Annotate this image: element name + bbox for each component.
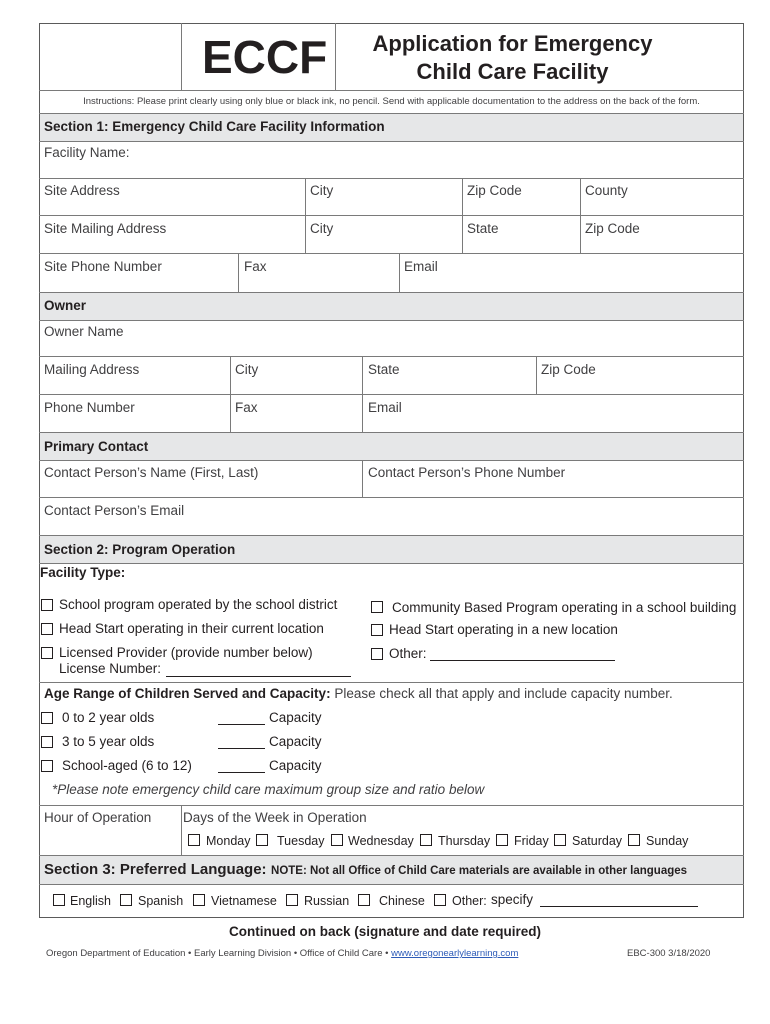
- checkbox-thursday[interactable]: [420, 834, 432, 846]
- checkbox-saturday[interactable]: [554, 834, 566, 846]
- form-title-line1: Application for Emergency: [372, 31, 653, 56]
- day-friday: Friday: [514, 834, 549, 848]
- site-address-field[interactable]: Site Address: [44, 183, 120, 198]
- mailing-zip-field[interactable]: Zip Code: [585, 221, 640, 236]
- form-acronym: ECCF: [202, 31, 328, 83]
- divider: [39, 178, 744, 179]
- option-head-start-current: Head Start operating in their current location: [59, 621, 324, 636]
- hour-of-operation-field[interactable]: Hour of Operation: [44, 810, 152, 825]
- divider: [39, 884, 744, 885]
- owner-mailing-address-field[interactable]: Mailing Address: [44, 362, 140, 377]
- day-sunday: Sunday: [646, 834, 689, 848]
- option-licensed-provider: Licensed Provider (provide number below): [59, 645, 313, 660]
- section3-note: NOTE: Not all Office of Child Care materials are available in other languages: [271, 865, 688, 877]
- capacity-label: Capacity: [269, 758, 322, 773]
- checkbox-chinese[interactable]: [358, 894, 370, 906]
- age-school-label: School-aged (6 to 12): [62, 758, 192, 773]
- language-russian: Russian: [304, 894, 350, 908]
- divider: [39, 356, 744, 357]
- site-fax-field[interactable]: Fax: [244, 259, 267, 274]
- header-divider-right: [335, 23, 336, 90]
- checkbox-community-program[interactable]: [371, 601, 383, 613]
- owner-band: [40, 293, 743, 320]
- license-number-input[interactable]: [166, 676, 351, 677]
- checkbox-age-school[interactable]: [41, 760, 53, 772]
- language-chinese: Chinese: [379, 894, 425, 908]
- day-saturday: Saturday: [572, 834, 623, 848]
- owner-phone-field[interactable]: Phone Number: [44, 400, 135, 415]
- form-id: EBC-300 3/18/2020: [627, 948, 711, 959]
- form-title-line2: Child Care Facility: [416, 59, 609, 84]
- age-range-title: Age Range of Children Served and Capacity:: [44, 686, 331, 701]
- owner-state-field[interactable]: State: [368, 362, 400, 377]
- other-language-input[interactable]: [540, 906, 698, 907]
- checkbox-head-start-current[interactable]: [41, 623, 53, 635]
- day-wednesday: Wednesday: [348, 834, 414, 848]
- checkbox-licensed-provider[interactable]: [41, 647, 53, 659]
- footer-org: [46, 948, 518, 959]
- checkbox-monday[interactable]: [188, 834, 200, 846]
- language-other: Other:: [452, 894, 487, 908]
- age-range-instructions: Please check all that apply and include capacity number.: [330, 686, 673, 701]
- language-specify-label: specify: [491, 892, 534, 907]
- option-other-type: Other:: [389, 646, 427, 661]
- checkbox-russian[interactable]: [286, 894, 298, 906]
- continued-note: Continued on back (signature and date required): [228, 924, 542, 939]
- primary-contact-title: Primary Contact: [44, 439, 149, 454]
- capacity-school-input[interactable]: [218, 772, 265, 773]
- contact-email-field[interactable]: Contact Person’s Email: [44, 503, 185, 518]
- divider: [399, 253, 400, 292]
- checkbox-head-start-new[interactable]: [371, 624, 383, 636]
- section2-title: Section 2: Program Operation: [44, 542, 236, 557]
- day-tuesday: Tuesday: [277, 834, 325, 848]
- checkbox-other-type[interactable]: [371, 648, 383, 660]
- owner-name-field[interactable]: Owner Name: [44, 324, 124, 339]
- capacity-label: Capacity: [269, 734, 322, 749]
- divider: [536, 356, 537, 394]
- site-county-field[interactable]: County: [585, 183, 628, 198]
- footer-website-link[interactable]: www.oregonearlylearning.com: [391, 948, 519, 959]
- facility-name-field[interactable]: Facility Name:: [44, 145, 130, 160]
- section1-title: Section 1: Emergency Child Care Facility Information: [44, 119, 385, 134]
- contact-phone-field[interactable]: Contact Person’s Phone Number: [368, 465, 566, 480]
- checkbox-vietnamese[interactable]: [193, 894, 205, 906]
- divider: [238, 253, 239, 292]
- section3-title: Section 3: Preferred Language:: [44, 861, 267, 878]
- language-spanish: Spanish: [138, 894, 184, 908]
- checkbox-other-language[interactable]: [434, 894, 446, 906]
- checkbox-spanish[interactable]: [120, 894, 132, 906]
- divider: [39, 563, 744, 564]
- site-city-field[interactable]: City: [310, 183, 334, 198]
- option-head-start-new: Head Start operating in a new location: [389, 622, 618, 637]
- license-number-label: License Number:: [59, 661, 162, 676]
- owner-city-field[interactable]: City: [235, 362, 259, 377]
- owner-fax-field[interactable]: Fax: [235, 400, 258, 415]
- checkbox-school-program[interactable]: [41, 599, 53, 611]
- capacity-label: Capacity: [269, 710, 322, 725]
- divider: [39, 215, 744, 216]
- checkbox-age-3-5[interactable]: [41, 736, 53, 748]
- footer-org-text: Oregon Department of Education • Early Learning Division • Office of Child Care •: [46, 948, 392, 959]
- day-monday: Monday: [206, 834, 251, 848]
- owner-email-field[interactable]: Email: [368, 400, 402, 415]
- age-3-5-label: 3 to 5 year olds: [62, 734, 155, 749]
- capacity-3-5-input[interactable]: [218, 748, 265, 749]
- checkbox-english[interactable]: [53, 894, 65, 906]
- section3-heading: [44, 861, 687, 879]
- capacity-0-2-input[interactable]: [218, 724, 265, 725]
- divider: [39, 141, 744, 142]
- divider: [39, 394, 744, 395]
- language-english: English: [70, 894, 111, 908]
- divider: [39, 320, 744, 321]
- divider: [39, 460, 744, 461]
- divider: [362, 460, 363, 497]
- age-0-2-label: 0 to 2 year olds: [62, 710, 155, 725]
- day-thursday: Thursday: [438, 834, 491, 848]
- age-range-heading: [44, 686, 673, 701]
- header-divider-left: [181, 23, 182, 90]
- divider: [39, 682, 744, 683]
- ratio-note: *Please note emergency child care maximum group size and ratio below: [52, 782, 485, 797]
- divider: [39, 805, 744, 806]
- checkbox-age-0-2[interactable]: [41, 712, 53, 724]
- checkbox-wednesday[interactable]: [331, 834, 343, 846]
- divider: [181, 805, 182, 855]
- facility-type-label: Facility Type:: [40, 565, 126, 580]
- owner-title: Owner: [44, 298, 87, 313]
- mailing-state-field[interactable]: State: [467, 221, 499, 236]
- divider: [39, 90, 744, 91]
- instructions: Instructions: Please print clearly using only blue or black ink, no pencil. Send with applicable documentation to the address on the back of the form.: [83, 96, 700, 107]
- checkbox-tuesday[interactable]: [256, 834, 268, 846]
- contact-name-field[interactable]: Contact Person’s Name (First, Last): [44, 465, 259, 480]
- days-of-week-label: Days of the Week in Operation: [183, 810, 367, 825]
- mailing-city-field[interactable]: City: [310, 221, 334, 236]
- divider: [39, 253, 744, 254]
- option-school-program: School program operated by the school district: [59, 597, 338, 612]
- checkbox-sunday[interactable]: [628, 834, 640, 846]
- other-type-input[interactable]: [430, 660, 615, 661]
- owner-zip-field[interactable]: Zip Code: [541, 362, 596, 377]
- checkbox-friday[interactable]: [496, 834, 508, 846]
- site-email-field[interactable]: Email: [404, 259, 438, 274]
- site-phone-field[interactable]: Site Phone Number: [44, 259, 162, 274]
- form-title: [340, 30, 685, 86]
- site-zip-field[interactable]: Zip Code: [467, 183, 522, 198]
- language-vietnamese: Vietnamese: [211, 894, 277, 908]
- site-mailing-address-field[interactable]: Site Mailing Address: [44, 221, 167, 236]
- divider: [39, 497, 744, 498]
- option-community-program: Community Based Program operating in a school building: [392, 600, 737, 615]
